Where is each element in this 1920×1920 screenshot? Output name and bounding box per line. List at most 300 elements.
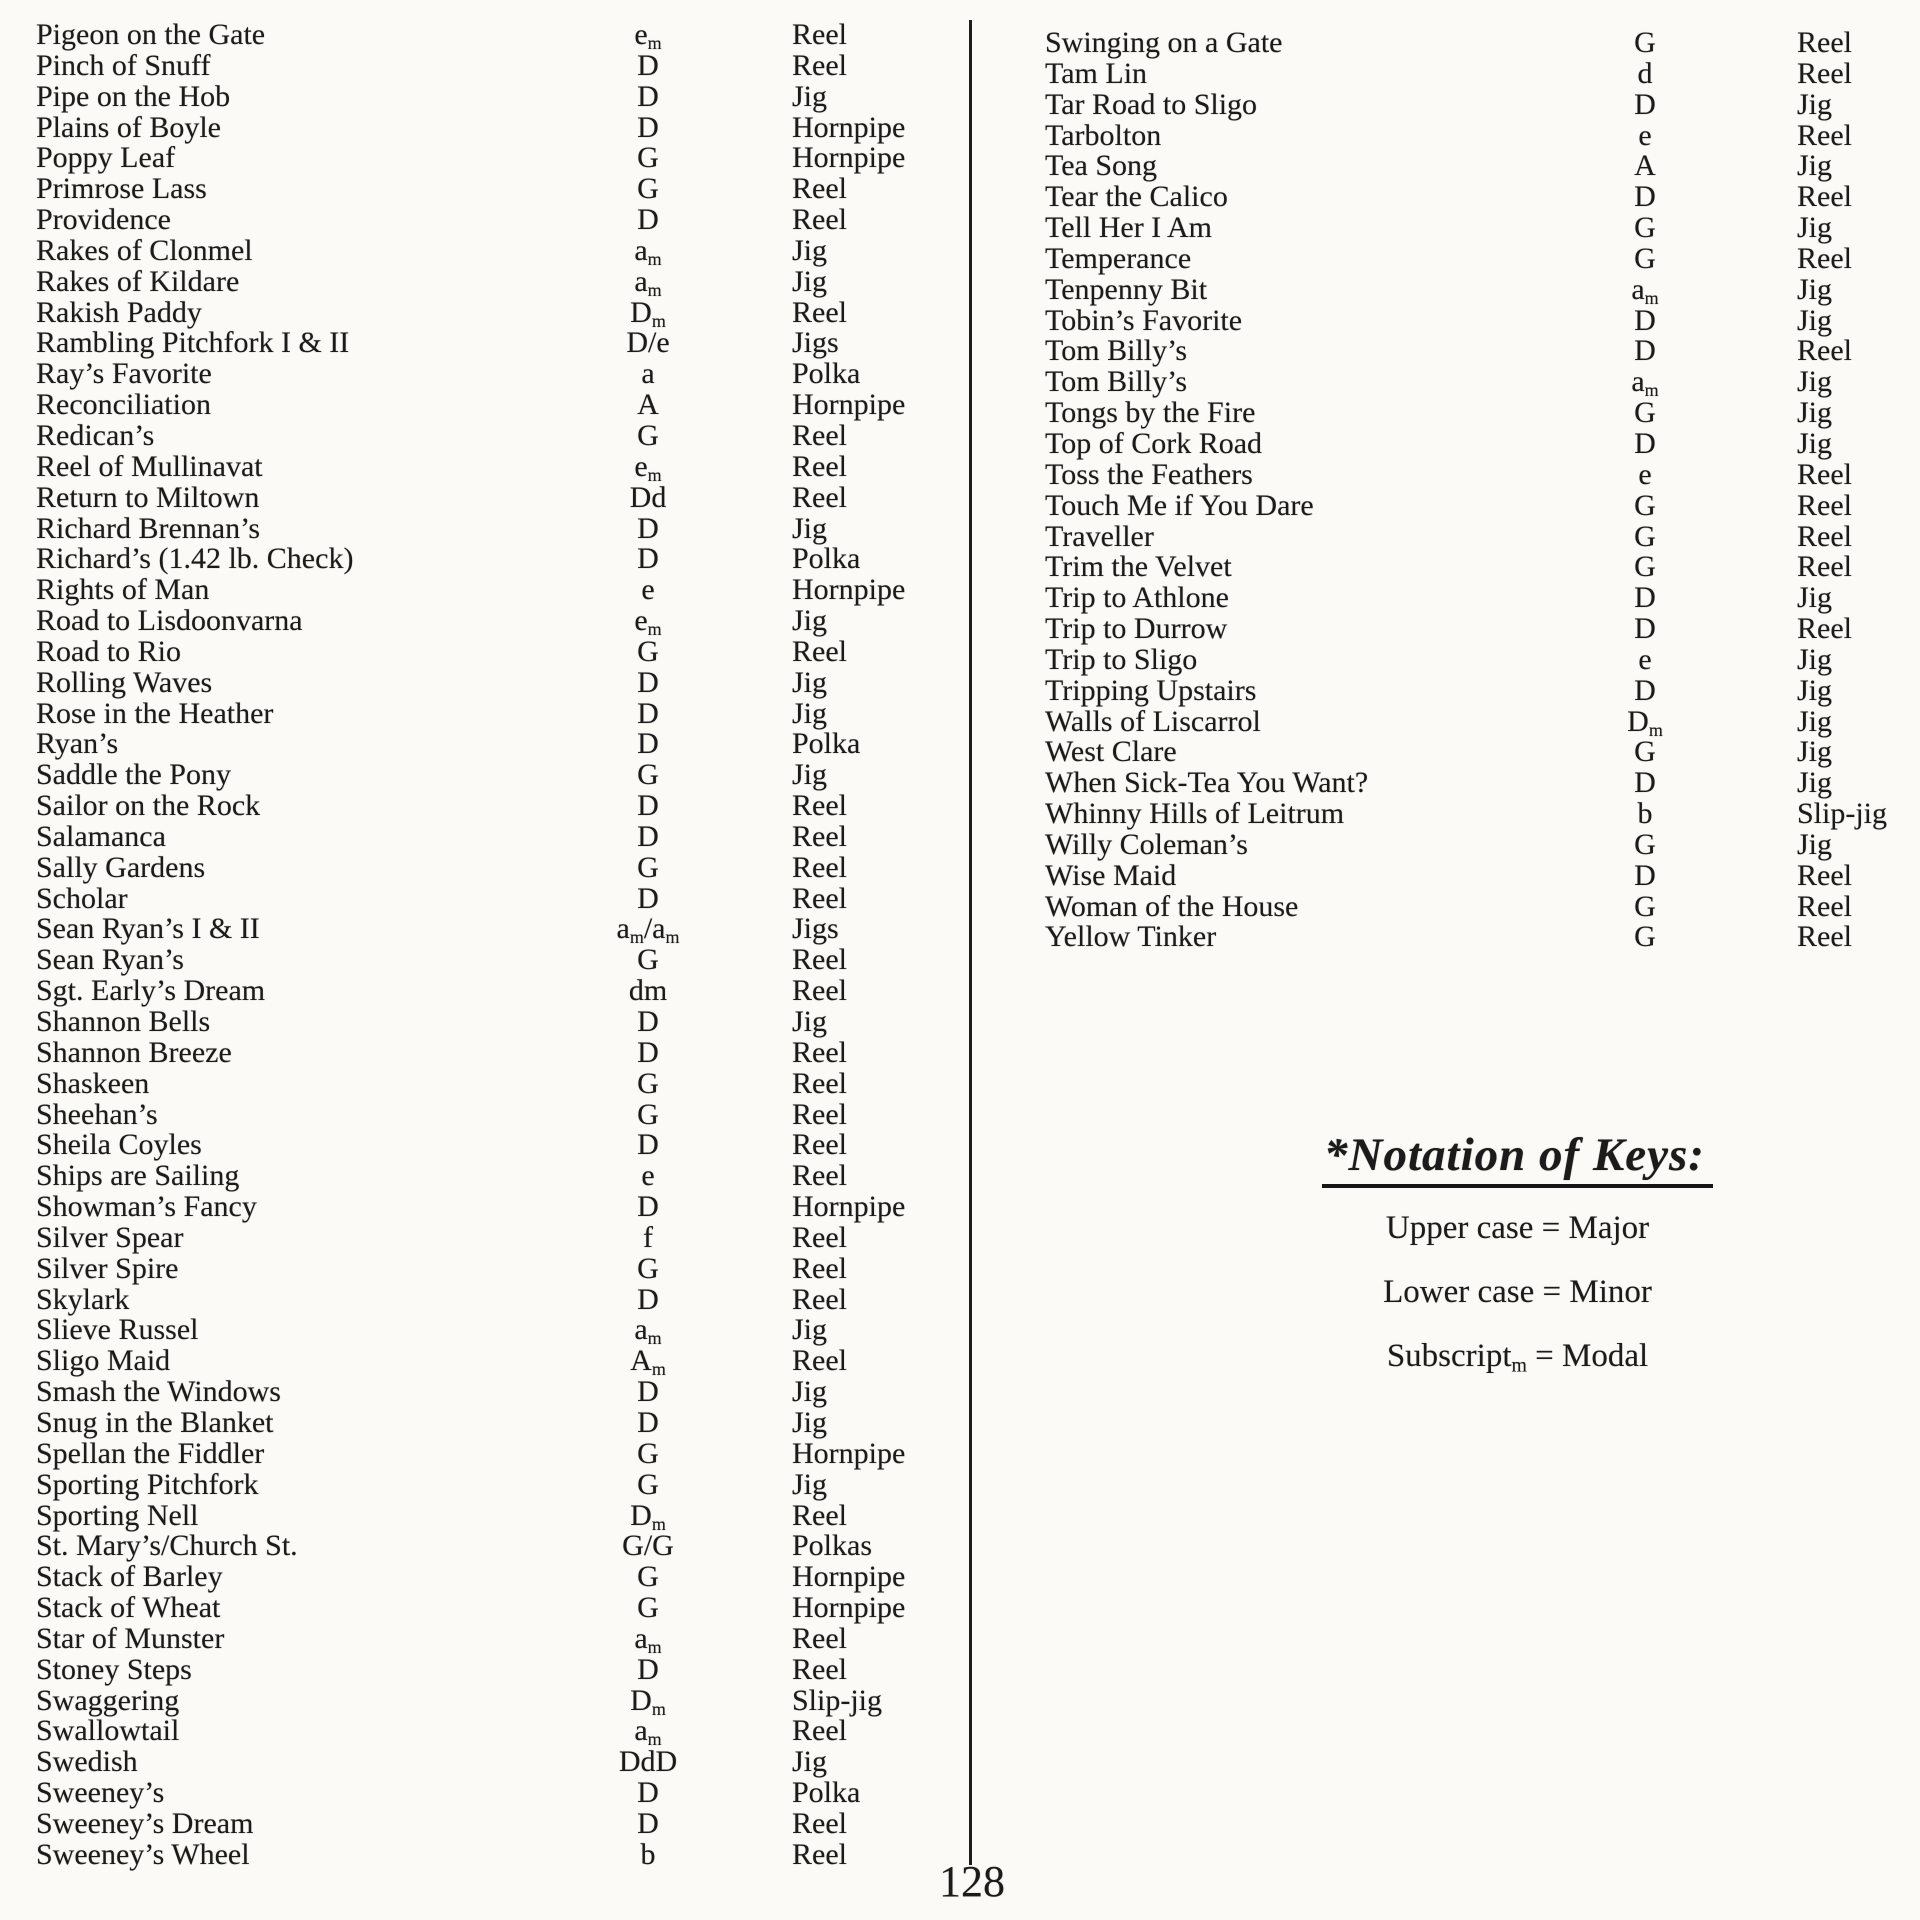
tune-key: D bbox=[637, 819, 659, 853]
tune-key: D bbox=[637, 48, 659, 82]
tune-title: Sweeney’s Wheel bbox=[36, 1837, 250, 1871]
tune-row bbox=[1045, 922, 1920, 953]
tune-title: Sgt. Early’s Dream bbox=[36, 974, 266, 1008]
tune-type: Reel bbox=[792, 203, 847, 237]
tune-key: $a_m$ bbox=[1631, 365, 1659, 401]
tune-type: Jig bbox=[1797, 87, 1833, 121]
tune-title: Pinch of Snuff bbox=[36, 48, 211, 82]
tune-type: Reel bbox=[792, 881, 847, 915]
tune-key: G bbox=[1634, 827, 1656, 861]
tune-type: Reel bbox=[1797, 519, 1852, 553]
tune-title: Stack of Wheat bbox=[36, 1591, 221, 1625]
tune-key: D bbox=[637, 1128, 659, 1162]
tune-row bbox=[36, 1467, 936, 1501]
tune-title: Walls of Liscarrol bbox=[1045, 704, 1261, 738]
tune-key: D bbox=[1634, 858, 1656, 892]
tune-title: Rambling Pitchfork I & II bbox=[36, 326, 350, 360]
tune-type: Reel bbox=[792, 48, 847, 82]
tune-title: Star of Munster bbox=[36, 1621, 225, 1655]
tune-key: D bbox=[637, 696, 659, 730]
tune-type: Reel bbox=[792, 1498, 847, 1532]
tune-type: Reel bbox=[792, 1344, 847, 1378]
tune-key: D bbox=[1634, 180, 1656, 214]
tune-row bbox=[36, 665, 936, 699]
tune-title: Top of Cork Road bbox=[1045, 426, 1263, 460]
tune-row bbox=[36, 174, 936, 205]
tune-title: Scholar bbox=[36, 881, 128, 915]
tune-title: Silver Spear bbox=[36, 1220, 184, 1254]
tune-key: b bbox=[1637, 797, 1653, 831]
tune-type: Jig bbox=[1797, 704, 1833, 738]
tune-type: Reel bbox=[1797, 550, 1852, 584]
tune-row bbox=[36, 696, 936, 730]
tune-row bbox=[1045, 28, 1920, 59]
tune-type: Reel bbox=[792, 1035, 847, 1069]
notation-rule: Upper case = Major bbox=[1385, 1210, 1650, 1246]
tune-row bbox=[36, 1344, 936, 1380]
notation-rule: Subscript$_m$ = Modal bbox=[1386, 1338, 1649, 1377]
tune-title: Shaskeen bbox=[36, 1066, 150, 1100]
tune-title: Trim the Velvet bbox=[1045, 550, 1232, 584]
tune-key: $D_m$ bbox=[630, 1498, 666, 1534]
notation-of-keys-section bbox=[1245, 1128, 1790, 1388]
tune-type: Jig bbox=[792, 1313, 828, 1347]
tune-title: Ryan’s bbox=[36, 727, 119, 761]
tune-title: When Sick-Tea You Want? bbox=[1045, 766, 1369, 800]
tune-key: b bbox=[640, 1837, 656, 1871]
tune-row bbox=[1045, 87, 1920, 121]
tune-row bbox=[36, 328, 936, 359]
tune-title: Richard Brennan’s bbox=[36, 511, 261, 545]
tune-type: Jig bbox=[792, 758, 828, 792]
tune-title: Ray’s Favorite bbox=[36, 357, 212, 391]
tune-title: Sailor on the Rock bbox=[36, 789, 261, 823]
tune-row bbox=[36, 912, 936, 948]
tune-title: Tell Her I Am bbox=[1045, 211, 1213, 245]
tune-row bbox=[36, 449, 936, 485]
tune-type: Polka bbox=[792, 542, 861, 576]
tune-key: D bbox=[1634, 673, 1656, 707]
tune-title: Snug in the Blanket bbox=[36, 1405, 274, 1439]
tune-row bbox=[36, 110, 936, 144]
tune-type: Reel bbox=[792, 1282, 847, 1316]
tune-type: Reel bbox=[792, 1714, 847, 1748]
tune-title: Poppy Leaf bbox=[36, 141, 176, 175]
tune-key: $a_m$ bbox=[1631, 272, 1659, 308]
tune-key: D bbox=[637, 789, 659, 823]
tune-key: D bbox=[1634, 766, 1656, 800]
tune-row bbox=[1045, 737, 1920, 768]
tune-row bbox=[1045, 642, 1920, 676]
tune-type: Reel bbox=[1797, 26, 1852, 59]
tune-title: Shannon Breeze bbox=[36, 1035, 232, 1069]
tune-title: Providence bbox=[36, 203, 171, 237]
tune-row bbox=[1045, 519, 1920, 553]
tune-key: D bbox=[1634, 426, 1656, 460]
tune-type: Jig bbox=[1797, 396, 1833, 430]
tune-type: Reel bbox=[792, 1159, 847, 1193]
tune-type: Reel bbox=[1797, 858, 1852, 892]
tune-row bbox=[1045, 151, 1920, 182]
tune-key: G/G bbox=[622, 1529, 674, 1563]
tune-title: Sally Gardens bbox=[36, 850, 206, 884]
tune-title: Yellow Tinker bbox=[1045, 920, 1217, 954]
tune-title: Sligo Maid bbox=[36, 1344, 171, 1378]
tune-title: Tripping Upstairs bbox=[1045, 673, 1257, 707]
tune-type: Jig bbox=[1797, 303, 1833, 337]
tune-row bbox=[36, 1436, 936, 1470]
tune-key: D bbox=[637, 1190, 659, 1224]
tune-title: Showman’s Fancy bbox=[36, 1190, 257, 1224]
tune-title: Willy Coleman’s bbox=[1045, 827, 1248, 861]
tune-row bbox=[1045, 704, 1920, 740]
tune-type: Jigs bbox=[792, 912, 839, 946]
column-divider-line bbox=[969, 20, 972, 1865]
tune-title: Tongs by the Fire bbox=[1045, 396, 1256, 430]
tune-key: G bbox=[1634, 920, 1656, 954]
tune-type: Jig bbox=[1797, 642, 1833, 676]
tune-key: D bbox=[637, 1282, 659, 1316]
tune-row bbox=[1045, 552, 1920, 583]
tune-row bbox=[36, 544, 936, 575]
tune-row bbox=[36, 79, 936, 113]
tune-title: Trip to Athlone bbox=[1045, 581, 1229, 615]
tune-type: Reel bbox=[1797, 241, 1852, 275]
tune-key: D bbox=[637, 203, 659, 237]
tune-key: G bbox=[1634, 735, 1656, 769]
notation-rule: Lower case = Minor bbox=[1383, 1274, 1652, 1310]
tune-title: Sporting Pitchfork bbox=[36, 1467, 259, 1501]
tune-type: Reel bbox=[792, 1652, 847, 1686]
tune-title: Rakes of Clonmel bbox=[36, 233, 253, 267]
tune-title: Pipe on the Hob bbox=[36, 79, 231, 113]
tune-type: Polkas bbox=[792, 1529, 873, 1563]
tune-title: Tenpenny Bit bbox=[1045, 272, 1208, 306]
tune-key: D bbox=[1634, 334, 1656, 368]
tune-key: G bbox=[637, 1591, 659, 1625]
tune-key: D bbox=[637, 1806, 659, 1840]
tune-type: Reel bbox=[792, 1806, 847, 1840]
tune-key: e bbox=[1638, 642, 1652, 676]
tune-title: Temperance bbox=[1045, 241, 1192, 275]
tune-type: Jig bbox=[1797, 735, 1833, 769]
tune-type: Jig bbox=[1797, 211, 1833, 245]
tune-key: D bbox=[637, 79, 659, 113]
tune-row bbox=[36, 1035, 936, 1069]
tune-key: G bbox=[1634, 241, 1656, 275]
tune-type: Jig bbox=[792, 1405, 828, 1439]
tune-list-left-column bbox=[36, 20, 936, 1871]
tune-key: f bbox=[643, 1220, 653, 1254]
tune-row bbox=[36, 1498, 936, 1534]
tune-title: Skylark bbox=[36, 1282, 130, 1316]
tune-key: a bbox=[641, 357, 655, 391]
tune-title: Shannon Bells bbox=[36, 1005, 211, 1038]
tune-key: e bbox=[1638, 118, 1652, 152]
tune-type: Hornpipe bbox=[792, 573, 906, 607]
tune-type: Jigs bbox=[792, 326, 839, 360]
tune-title: Rose in the Heather bbox=[36, 696, 274, 730]
tune-title: Sweeney’s bbox=[36, 1776, 165, 1810]
tune-type: Reel bbox=[792, 1837, 847, 1871]
tune-title: Rolling Waves bbox=[36, 665, 213, 699]
tune-row bbox=[1045, 398, 1920, 429]
tune-key: G bbox=[637, 758, 659, 792]
tune-key: $a_m$ bbox=[634, 233, 662, 269]
tune-title: Sean Ryan’s bbox=[36, 943, 184, 977]
tune-type: Jig bbox=[792, 511, 828, 545]
tune-type: Hornpipe bbox=[792, 110, 906, 144]
tune-title: Toss the Feathers bbox=[1045, 457, 1253, 491]
tune-title: St. Mary’s/Church St. bbox=[36, 1529, 298, 1563]
tune-type: Jig bbox=[1797, 673, 1833, 707]
tune-key: G bbox=[637, 172, 659, 206]
tune-row bbox=[1045, 614, 1920, 645]
notation-title-row bbox=[1245, 1128, 1790, 1188]
tune-title: Redican’s bbox=[36, 418, 155, 452]
tune-type: Jig bbox=[792, 696, 828, 730]
tune-row bbox=[36, 1593, 936, 1624]
tune-row bbox=[36, 1621, 936, 1657]
tune-title: Trip to Sligo bbox=[1045, 642, 1198, 676]
tune-type: Reel bbox=[792, 850, 847, 884]
tune-title: Sheehan’s bbox=[36, 1097, 158, 1131]
tune-key: D bbox=[637, 1035, 659, 1069]
tune-row bbox=[36, 233, 936, 269]
tune-row bbox=[36, 1562, 936, 1593]
tune-row bbox=[36, 1405, 936, 1439]
tune-key: D bbox=[637, 1005, 659, 1038]
tune-row bbox=[36, 1192, 936, 1223]
page-number: 128 bbox=[939, 1857, 1005, 1906]
tune-title: West Clare bbox=[1045, 735, 1177, 769]
tune-key: $e_m$ bbox=[634, 604, 662, 640]
tune-key: G bbox=[637, 1560, 659, 1594]
tune-row bbox=[36, 604, 936, 640]
tune-key: $D_m$ bbox=[1627, 704, 1663, 740]
tune-type: Slip-jig bbox=[792, 1683, 883, 1717]
tune-row bbox=[36, 1130, 936, 1161]
tune-key: D bbox=[637, 542, 659, 576]
tune-key: $D_m$ bbox=[630, 1683, 666, 1719]
tune-type: Reel bbox=[792, 789, 847, 823]
tune-type: Jig bbox=[1797, 581, 1833, 615]
tune-title: Richard’s (1.42 lb. Check) bbox=[36, 542, 354, 576]
tune-row bbox=[36, 511, 936, 545]
tune-row bbox=[36, 1778, 936, 1809]
tune-row bbox=[36, 945, 936, 976]
tune-title: Sean Ryan’s I & II bbox=[36, 912, 260, 946]
tune-type: Jig bbox=[792, 1375, 828, 1409]
tune-row bbox=[36, 418, 936, 452]
tune-row bbox=[36, 1747, 936, 1778]
tune-key: G bbox=[1634, 889, 1656, 923]
tune-type: Reel bbox=[792, 943, 847, 977]
tune-type: Reel bbox=[1797, 118, 1852, 152]
tune-key: $e_m$ bbox=[634, 18, 662, 54]
tune-row bbox=[36, 1097, 936, 1131]
tune-row bbox=[36, 48, 936, 82]
tune-key: G bbox=[1634, 26, 1656, 59]
tune-row bbox=[36, 1652, 936, 1686]
tune-type: Jig bbox=[1797, 426, 1833, 460]
tune-key: $D_m$ bbox=[630, 295, 666, 331]
tune-row bbox=[36, 18, 936, 54]
tune-title: Wise Maid bbox=[1045, 858, 1177, 892]
tune-key: G bbox=[1634, 211, 1656, 245]
tune-type: Polka bbox=[792, 357, 861, 391]
tune-type: Reel bbox=[792, 1066, 847, 1100]
tune-title: Road to Rio bbox=[36, 634, 182, 668]
tune-title: Sheila Coyles bbox=[36, 1128, 202, 1162]
tune-type: Reel bbox=[1797, 56, 1852, 90]
tune-type: Reel bbox=[1797, 334, 1852, 368]
notation-lines bbox=[1245, 1196, 1790, 1388]
tune-title: Whinny Hills of Leitrum bbox=[1045, 797, 1345, 831]
tune-key: D bbox=[637, 1375, 659, 1409]
tune-row bbox=[1045, 118, 1920, 152]
tune-key: D bbox=[1634, 612, 1656, 646]
tune-row bbox=[36, 1531, 936, 1562]
tune-row bbox=[1045, 56, 1920, 90]
tune-row bbox=[36, 791, 936, 822]
tune-row bbox=[36, 634, 936, 668]
tune-key: $a_m$ bbox=[634, 264, 662, 300]
tune-title: Tam Lin bbox=[1045, 56, 1148, 90]
tune-title: Spellan the Fiddler bbox=[36, 1436, 265, 1470]
tune-title: Tarbolton bbox=[1045, 118, 1162, 152]
tune-row bbox=[36, 976, 936, 1007]
tune-row bbox=[1045, 426, 1920, 460]
tune-type: Reel bbox=[792, 1128, 847, 1162]
tune-type: Jig bbox=[1797, 272, 1833, 306]
tune-row bbox=[1045, 827, 1920, 861]
tune-title: Swedish bbox=[36, 1745, 138, 1779]
tune-key: D bbox=[637, 1652, 659, 1686]
tune-type: Reel bbox=[792, 480, 847, 514]
tune-row bbox=[36, 1683, 936, 1719]
tune-type: Reel bbox=[792, 634, 847, 668]
tune-type: Reel bbox=[1797, 920, 1852, 954]
tune-row bbox=[1045, 488, 1920, 522]
tune-key: D bbox=[637, 727, 659, 761]
tune-type: Polka bbox=[792, 727, 861, 761]
tune-row bbox=[36, 1251, 936, 1285]
tune-type: Hornpipe bbox=[792, 1591, 906, 1625]
tune-row bbox=[36, 1220, 936, 1254]
tune-row bbox=[36, 1377, 936, 1408]
tune-title: Tom Billy’s bbox=[1045, 365, 1188, 399]
tune-title: Road to Lisdoonvarna bbox=[36, 604, 303, 638]
tune-key: G bbox=[637, 1436, 659, 1470]
tune-row bbox=[36, 264, 936, 300]
tune-type: Reel bbox=[1797, 612, 1852, 646]
tune-row bbox=[36, 760, 936, 791]
tune-title: Touch Me if You Dare bbox=[1045, 488, 1314, 522]
tune-title: Rakes of Kildare bbox=[36, 264, 240, 298]
tune-title: Ships are Sailing bbox=[36, 1159, 240, 1193]
tune-key: $e_m$ bbox=[634, 449, 662, 485]
tune-key: G bbox=[637, 634, 659, 668]
tune-key: G bbox=[1634, 519, 1656, 553]
tune-type: Jig bbox=[792, 1467, 828, 1501]
tune-row bbox=[36, 1066, 936, 1100]
tune-type: Jig bbox=[792, 665, 828, 699]
tune-type: Hornpipe bbox=[792, 388, 906, 422]
tune-type: Reel bbox=[792, 1251, 847, 1285]
tune-key: D bbox=[1634, 303, 1656, 337]
tune-row bbox=[1045, 768, 1920, 799]
tune-row bbox=[36, 819, 936, 853]
tune-key: $a_m$ bbox=[634, 1621, 662, 1657]
tune-row bbox=[36, 1007, 936, 1038]
tune-key: d bbox=[1637, 56, 1653, 90]
tune-row bbox=[1045, 213, 1920, 244]
tune-key: G bbox=[1634, 488, 1656, 522]
tune-type: Jig bbox=[792, 1005, 828, 1038]
tune-row bbox=[1045, 272, 1920, 308]
tune-key: D bbox=[1634, 581, 1656, 615]
tune-key: $a_m$ bbox=[634, 1313, 662, 1349]
tune-key: D/e bbox=[626, 326, 670, 360]
tune-title: Trip to Durrow bbox=[1045, 612, 1228, 646]
tune-title: Swinging on a Gate bbox=[1045, 26, 1283, 59]
tune-row bbox=[1045, 365, 1920, 401]
tune-key: G bbox=[637, 141, 659, 175]
tune-title: Slieve Russel bbox=[36, 1313, 199, 1347]
tune-row bbox=[1045, 673, 1920, 707]
tune-key: DdD bbox=[618, 1745, 678, 1779]
notation-title: *Notation of Keys: bbox=[1322, 1128, 1713, 1188]
tune-title: Woman of the House bbox=[1045, 889, 1299, 923]
tune-key: G bbox=[1634, 396, 1656, 430]
tune-title: Sweeney’s Dream bbox=[36, 1806, 254, 1840]
tune-title: Rakish Paddy bbox=[36, 295, 202, 329]
tune-list-right-column bbox=[1045, 28, 1920, 953]
tune-type: Reel bbox=[792, 172, 847, 206]
tune-key: D bbox=[637, 1776, 659, 1810]
tune-key: D bbox=[637, 881, 659, 915]
tune-type: Reel bbox=[792, 974, 847, 1008]
tune-type: Reel bbox=[792, 18, 847, 51]
tune-key: G bbox=[637, 1251, 659, 1285]
tune-key: G bbox=[637, 850, 659, 884]
tune-type: Slip-jig bbox=[1797, 797, 1888, 831]
tune-key: e bbox=[1638, 457, 1652, 491]
tune-type: Jig bbox=[792, 604, 828, 638]
tune-type: Reel bbox=[792, 449, 847, 483]
tune-key: G bbox=[637, 1066, 659, 1100]
tune-row bbox=[36, 295, 936, 331]
tune-type: Reel bbox=[792, 418, 847, 452]
tune-type: Reel bbox=[792, 1220, 847, 1254]
tune-row bbox=[1045, 799, 1920, 830]
tune-row bbox=[1045, 583, 1920, 614]
tune-row bbox=[1045, 303, 1920, 337]
tune-title: Stack of Barley bbox=[36, 1560, 223, 1594]
tune-key: G bbox=[637, 1467, 659, 1501]
tune-row bbox=[36, 480, 936, 514]
tune-row bbox=[1045, 241, 1920, 275]
tune-key: A bbox=[1634, 149, 1656, 183]
tune-title: Traveller bbox=[1045, 519, 1154, 553]
tune-type: Reel bbox=[792, 295, 847, 329]
tune-row bbox=[36, 359, 936, 390]
tune-title: Swaggering bbox=[36, 1683, 180, 1717]
tune-type: Jig bbox=[1797, 149, 1833, 183]
tune-key: G bbox=[637, 418, 659, 452]
tune-key: $A_m$ bbox=[630, 1344, 666, 1380]
